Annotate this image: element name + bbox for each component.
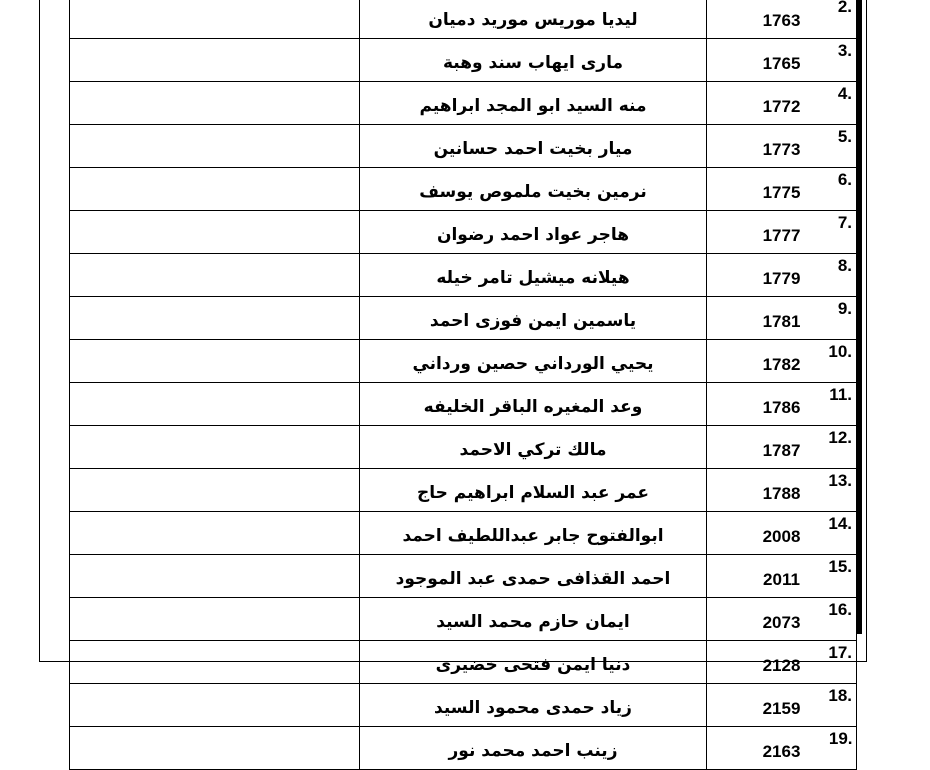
empty-notes-cell (70, 727, 360, 770)
row-index-cell (829, 383, 861, 426)
row-index-cell (828, 598, 861, 641)
row-index: 7. (837, 212, 852, 232)
row-index-cell (837, 0, 861, 39)
student-code: 2008 (707, 512, 857, 555)
row-index-cell (828, 641, 861, 684)
student-code: 1779 (707, 254, 857, 297)
row-index-cell (837, 39, 861, 82)
student-code: 1777 (707, 211, 857, 254)
row-index-cell (828, 512, 861, 555)
student-table-body (70, 0, 861, 770)
student-name: زياد حمدى محمود السيد (360, 684, 707, 727)
student-code: 2159 (707, 684, 857, 727)
student-name: نرمين بخيت ملموص يوسف (360, 168, 707, 211)
row-index-cell (828, 340, 861, 383)
row-index: 5. (837, 126, 852, 146)
empty-notes-cell (70, 598, 360, 641)
student-name: هيلانه ميشيل تامر خيله (360, 254, 707, 297)
row-index: 4. (837, 83, 852, 103)
table-row (70, 82, 861, 125)
empty-notes-cell (70, 383, 360, 426)
row-index-cell (837, 125, 861, 168)
empty-notes-cell (70, 340, 360, 383)
empty-notes-cell (70, 512, 360, 555)
empty-notes-cell (70, 469, 360, 512)
student-code: 1781 (707, 297, 857, 340)
empty-notes-cell (70, 211, 360, 254)
empty-notes-cell (70, 254, 360, 297)
row-index: 19. (828, 728, 853, 748)
student-code: 1775 (707, 168, 857, 211)
student-code: 1782 (707, 340, 857, 383)
table-row (70, 641, 861, 684)
table-row (70, 727, 861, 770)
row-index-cell (837, 297, 861, 340)
table-row (70, 125, 861, 168)
empty-notes-cell (70, 297, 360, 340)
table-row (70, 254, 861, 297)
student-code: 1788 (707, 469, 857, 512)
student-name: مارى ايهاب سند وهبة (360, 39, 707, 82)
student-name: منه السيد ابو المجد ابراهيم (360, 82, 707, 125)
table-row (70, 0, 861, 39)
table-row (70, 598, 861, 641)
student-name: يحيي الورداني حصين ورداني (360, 340, 707, 383)
student-name: ليديا موريس موريد دميان (360, 0, 707, 39)
row-index-cell (828, 727, 861, 770)
row-index: 10. (828, 341, 852, 361)
row-index: 18. (828, 685, 852, 705)
student-name: زينب احمد محمد نور (360, 727, 707, 770)
student-name: احمد القذافى حمدى عبد الموجود (360, 555, 707, 598)
table-row (70, 426, 861, 469)
row-index-cell (828, 555, 861, 598)
row-index: 12. (828, 427, 852, 447)
empty-notes-cell (70, 426, 360, 469)
student-name: مالك تركي الاحمد (360, 426, 707, 469)
student-name: ياسمين ايمن فوزى احمد (360, 297, 707, 340)
row-index-cell (828, 469, 861, 512)
student-code: 2163 (707, 727, 857, 770)
row-index-cell (828, 426, 861, 469)
table-row (70, 469, 861, 512)
table-row (70, 684, 861, 727)
row-index: 2. (837, 0, 852, 16)
empty-notes-cell (70, 82, 360, 125)
row-index: 8. (837, 255, 852, 275)
empty-notes-cell (70, 125, 360, 168)
student-code: 1765 (707, 39, 857, 82)
student-name: عمر عبد السلام ابراهيم حاج (360, 469, 707, 512)
student-table (69, 0, 861, 770)
row-index: 13. (828, 470, 852, 490)
empty-notes-cell (70, 0, 360, 39)
empty-notes-cell (70, 555, 360, 598)
row-index: 16. (828, 599, 852, 619)
student-code: 2011 (707, 555, 857, 598)
student-table-wrapper (69, 0, 860, 770)
row-index: 14. (828, 513, 852, 533)
table-row (70, 297, 861, 340)
student-code: 2073 (707, 598, 857, 641)
row-index: 11. (829, 384, 852, 404)
table-row (70, 340, 861, 383)
row-index: 9. (837, 298, 852, 318)
row-index-cell (837, 254, 861, 297)
student-code: 2128 (707, 641, 857, 684)
row-index-cell (837, 211, 861, 254)
student-code: 1786 (707, 383, 857, 426)
student-code: 1787 (707, 426, 857, 469)
row-index-cell (837, 82, 861, 125)
empty-notes-cell (70, 641, 360, 684)
student-code: 1773 (707, 125, 857, 168)
empty-notes-cell (70, 39, 360, 82)
table-row (70, 555, 861, 598)
empty-notes-cell (70, 684, 360, 727)
student-name: ايمان حازم محمد السيد (360, 598, 707, 641)
row-index: 17. (828, 642, 852, 662)
table-row (70, 168, 861, 211)
table-row (70, 211, 861, 254)
table-row (70, 383, 861, 426)
student-code: 1772 (707, 82, 857, 125)
row-index-cell (837, 168, 861, 211)
student-name: وعد المغيره الباقر الخليفه (360, 383, 707, 426)
student-name: دنيا ايمن فتحى خضيرى (360, 641, 707, 684)
student-name: هاجر عواد احمد رضوان (360, 211, 707, 254)
student-code: 1763 (707, 0, 857, 39)
row-index: 6. (837, 169, 852, 189)
table-row (70, 512, 861, 555)
student-name: ابوالفتوح جابر عبداللطيف احمد (360, 512, 707, 555)
table-row (70, 39, 861, 82)
row-index-cell (828, 684, 861, 727)
student-name: ميار بخيت احمد حسانين (360, 125, 707, 168)
row-index: 15. (828, 556, 852, 576)
empty-notes-cell (70, 168, 360, 211)
row-index: 3. (837, 40, 852, 60)
